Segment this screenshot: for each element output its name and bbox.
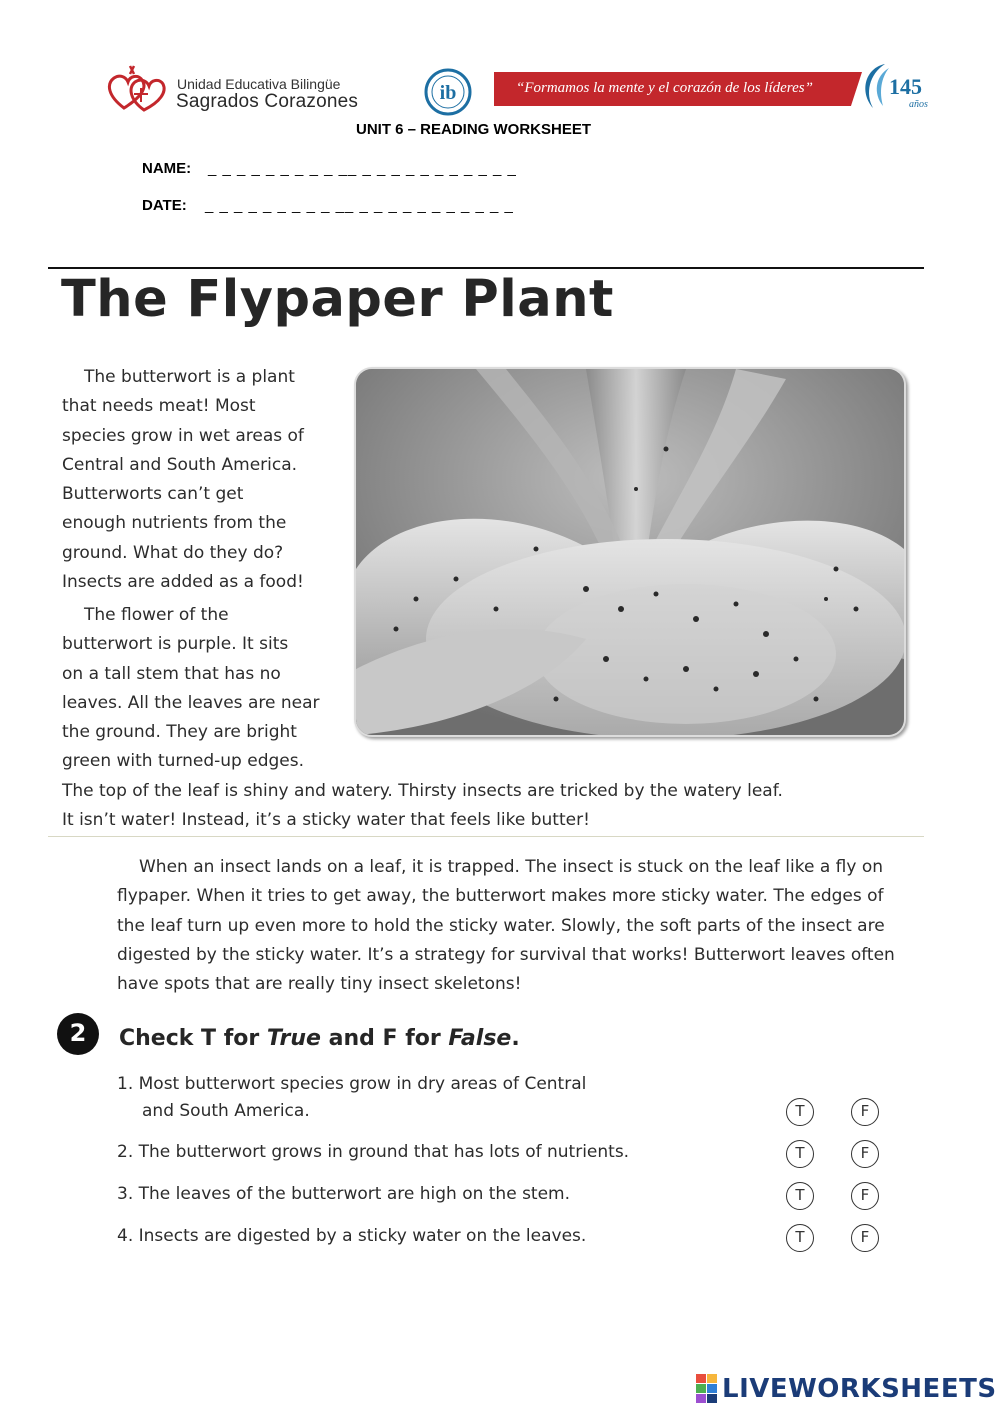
- date-label: DATE:: [142, 197, 187, 214]
- heading-text: Check T for: [119, 1026, 267, 1051]
- q2-false-option[interactable]: F: [851, 1140, 879, 1168]
- paragraph-2-continued: [62, 777, 922, 836]
- question-4: 4. Insects are digested by a sticky water on the leaves.: [117, 1226, 587, 1246]
- q3-true-option[interactable]: T: [786, 1182, 814, 1210]
- heading-text: and F for: [320, 1026, 449, 1051]
- heading-false-word: False: [448, 1026, 512, 1051]
- text-line: the ground. They are bright: [62, 722, 297, 743]
- text-line: that needs meat! Most: [62, 396, 256, 417]
- text-line: The top of the leaf is shiny and watery. Thirsty insects are tricked by the watery leaf.: [62, 781, 783, 801]
- paragraph-1: [62, 363, 342, 597]
- question-3: 3. The leaves of the butterwort are high on the stem.: [117, 1184, 571, 1204]
- text-line: Insects are added as a food!: [62, 572, 304, 593]
- text-line: on a tall stem that has no: [62, 663, 281, 684]
- butterwort-image-icon: [356, 369, 904, 735]
- school-name-line1: Unidad Educativa Bilingüe: [177, 76, 341, 92]
- heading-true-word: True: [266, 1026, 321, 1051]
- q4-false-option[interactable]: F: [851, 1224, 879, 1252]
- text-line: butterwort is purple. It sits: [62, 634, 289, 655]
- name-field[interactable]: _ _ _ _ _ _ _ _ _ __ _ _ _ _ _ _ _ _ _ _ _: [208, 160, 517, 177]
- date-field[interactable]: _ _ _ _ _ _ _ _ _ __ _ _ _ _ _ _ _ _ _ _ _: [205, 197, 514, 214]
- liveworksheets-logo-text: LIVEWORKSHEETS: [722, 1374, 997, 1404]
- text-line: Butterworts can’t get: [62, 484, 244, 505]
- ib-logo-icon: [418, 68, 478, 116]
- exercise-number-badge: 2: [57, 1013, 99, 1055]
- question-1: [117, 1071, 677, 1125]
- heading-text: .: [511, 1026, 520, 1051]
- q2-true-option[interactable]: T: [786, 1140, 814, 1168]
- name-label: NAME:: [142, 160, 192, 177]
- section-divider: [48, 836, 924, 837]
- q1-false-option[interactable]: F: [851, 1098, 879, 1126]
- q4-true-option[interactable]: T: [786, 1224, 814, 1252]
- butterwort-photo: [354, 367, 906, 737]
- text-line: have spots that are really tiny insect skeletons!: [117, 974, 522, 995]
- text-line: It isn’t water! Instead, it’s a sticky water that feels like butter!: [62, 810, 590, 831]
- paragraph-2: [62, 601, 342, 777]
- liveworksheets-logo-icon: [696, 1374, 718, 1404]
- text-line: enough nutrients from the: [62, 513, 287, 534]
- question-text: 1. Most butterwort species grow in dry areas of Central: [117, 1074, 587, 1094]
- q1-true-option[interactable]: T: [786, 1098, 814, 1126]
- question-text-continued: and South America.: [142, 1101, 310, 1121]
- text-line: When an insect lands on a leaf, it is trapped. The insect is stuck on the leaf like a fly on: [139, 857, 884, 877]
- text-line: ground. What do they do?: [62, 542, 284, 563]
- text-line: digested by the sticky water. It’s a strategy for survival that works! Butterwort leaves often: [117, 944, 895, 965]
- text-line: leaves. All the leaves are near: [62, 692, 320, 713]
- exercise-heading: [119, 1026, 520, 1051]
- text-line: species grow in wet areas of: [62, 425, 304, 446]
- unit-title: UNIT 6 – READING WORKSHEET: [356, 121, 592, 138]
- text-line: The flower of the: [84, 605, 229, 625]
- text-line: the leaf turn up even more to hold the sticky water. Slowly, the soft parts of the insect are: [117, 915, 885, 936]
- text-line: The butterwort is a plant: [84, 367, 295, 387]
- anniversary-number: 145: [889, 74, 922, 99]
- anniversary-word: años: [909, 99, 928, 110]
- hearts-logo-icon: [104, 64, 168, 116]
- q3-false-option[interactable]: F: [851, 1182, 879, 1210]
- paragraph-3: [117, 853, 942, 999]
- article-title: The Flypaper Plant: [61, 270, 614, 329]
- question-2: 2. The butterwort grows in ground that has lots of nutrients.: [117, 1142, 630, 1162]
- text-line: Central and South America.: [62, 454, 298, 475]
- text-line: flypaper. When it tries to get away, the butterwort makes more sticky water. The edges of: [117, 886, 884, 907]
- text-line: green with turned-up edges.: [62, 751, 304, 772]
- school-name-line2: Sagrados Corazones: [176, 91, 359, 112]
- header-divider: [48, 267, 924, 269]
- motto-text: “Formamos la mente y el corazón de los líderes”: [516, 80, 813, 96]
- ib-logo-text: ib: [439, 82, 457, 104]
